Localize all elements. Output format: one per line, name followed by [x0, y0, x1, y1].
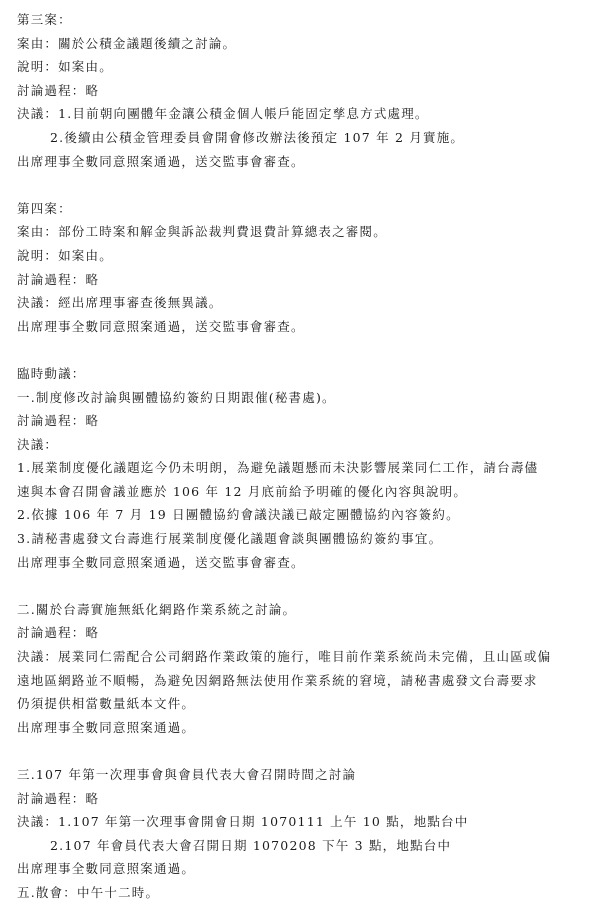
blank-line [17, 173, 607, 197]
case3-resolution-2: 2.後續由公積金管理委員會開會修改辦法後預定 107 年 2 月實施。 [50, 129, 465, 145]
motion1-outcome: 出席理事全數同意照案通過，送交監事會審查。 [17, 554, 305, 570]
case4-explanation: 說明：如案由。 [17, 247, 113, 263]
motion1-point-2: 2.依據 106 年 7 月 19 日團體協約會議決議已敲定團體協約內容簽約。 [17, 507, 460, 523]
case3-heading: 第三案： [17, 12, 72, 27]
motion3-outcome: 出席理事全數同意照案通過。 [17, 861, 196, 877]
case3-explanation: 說明：如案由。 [17, 59, 113, 75]
case3-outcome: 出席理事全數同意照案通過，送交監事會審查。 [17, 153, 305, 169]
motion3-resolution-1: 決議：1.107 年第一次理事會開會日期 1070111 上午 10 點，地點台中 [17, 814, 469, 830]
case4-outcome: 出席理事全數同意照案通過，送交監事會審查。 [17, 318, 305, 334]
motion1-point-1b: 速與本會召開會議並應於 106 年 12 月底前給予明確的優化內容與說明。 [17, 483, 468, 499]
motion2-resolution-a: 決議：展業同仁需配合公司網路作業政策的施行，唯目前作業系統尚未完備，且山區或偏 [17, 649, 552, 665]
case4-subject: 案由：部份工時案和解金與訴訟裁判費退費計算總表之審閱。 [17, 224, 387, 240]
extempore-heading: 臨時動議： [17, 365, 86, 381]
motion3-process: 討論過程：略 [17, 790, 100, 806]
motion3-title: 三.107 年第一次理事會與會員代表大會召開時間之討論 [17, 767, 357, 782]
blank-line [17, 574, 607, 598]
meeting-minutes [17, 8, 607, 905]
case3-subject: 案由：關於公積金議題後續之討論。 [17, 35, 237, 51]
adjournment: 五.散會：中午十二時。 [17, 884, 160, 900]
blank-line [17, 338, 607, 362]
motion1-point-3: 3.請秘書處發文台壽進行展業制度優化議題會談與團體協約簽約事宜。 [17, 531, 443, 547]
case4-process: 討論過程：略 [17, 271, 100, 287]
motion1-point-1a: 1.展業制度優化議題迄今仍未明朗，為避免議題懸而未決影響展業同仁工作，請台壽儘 [17, 460, 539, 476]
motion2-title: 二.關於台壽實施無紙化網路作業系統之討論。 [17, 601, 297, 617]
motion2-outcome: 出席理事全數同意照案通過。 [17, 719, 196, 735]
motion1-title: 一.制度修改討論與團體協約簽約日期跟催(秘書處)。 [17, 389, 336, 405]
case3-resolution-1: 決議：1.目前朝向團體年金讓公積金個人帳戶能固定孳息方式處理。 [17, 106, 429, 122]
motion1-process: 討論過程：略 [17, 413, 100, 429]
motion3-resolution-2: 2.107 年會員代表大會召開日期 1070208 下午 3 點，地點台中 [50, 837, 452, 853]
case3-process: 討論過程：略 [17, 82, 100, 98]
motion2-resolution-c: 仍須提供相當數量紙本文件。 [17, 696, 196, 712]
motion2-process: 討論過程：略 [17, 625, 100, 641]
motion2-resolution-b: 遠地區網路並不順暢，為避免因網路無法使用作業系統的窘境，請秘書處發文台壽要求 [17, 672, 538, 688]
blank-line [17, 739, 607, 763]
case4-resolution: 決議：經出席理事審查後無異議。 [17, 295, 223, 311]
motion1-resolution-label: 決議： [17, 436, 59, 452]
case4-heading: 第四案： [17, 200, 72, 216]
